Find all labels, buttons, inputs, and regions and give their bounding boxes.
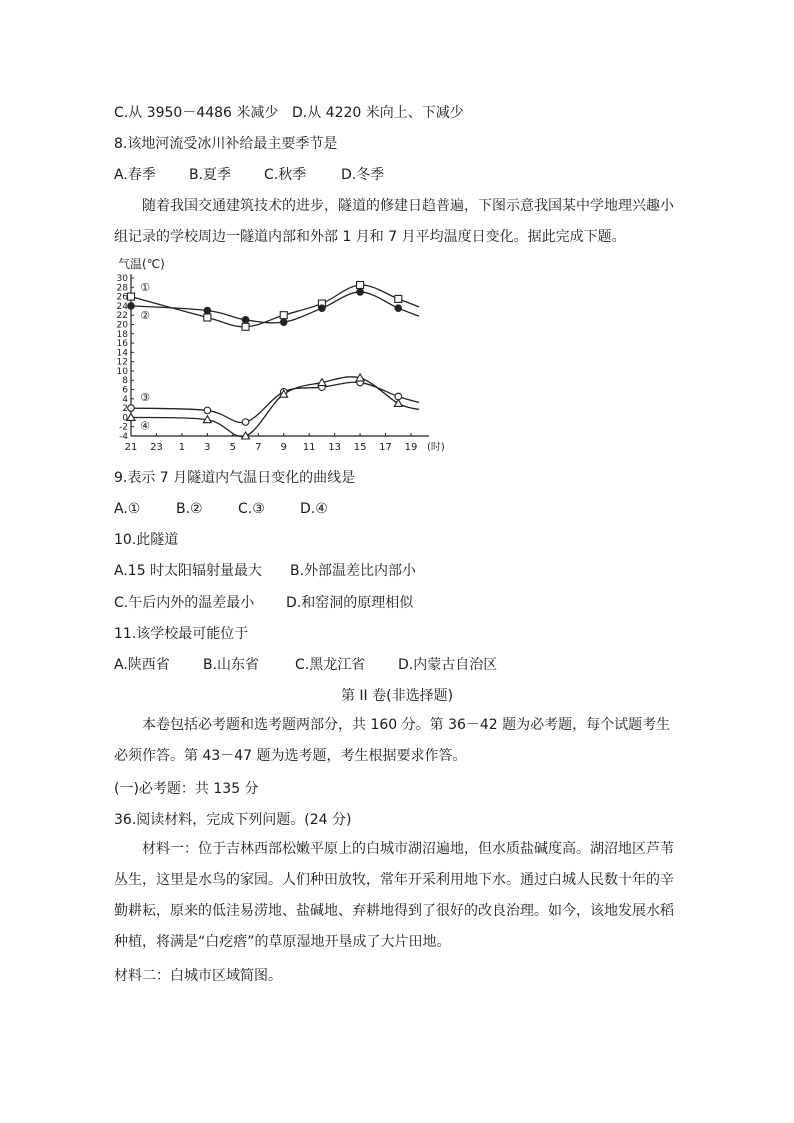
y-tick-label: 18 — [116, 329, 128, 340]
q8-option-b: B.夏季 — [189, 167, 232, 183]
q11-stem: 11.该学校最可能位于 — [114, 626, 249, 642]
x-tick-label: 9 — [280, 442, 287, 453]
x-tick-label: 11 — [302, 442, 316, 453]
x-tick-label: 13 — [328, 442, 342, 453]
data-point-filled-circle — [128, 303, 135, 310]
data-point-filled-circle — [204, 307, 211, 314]
x-axis-unit: (时) — [427, 442, 445, 453]
x-tick-label: 19 — [404, 442, 418, 453]
data-point-square — [128, 293, 135, 300]
y-tick-label: 2 — [122, 404, 128, 415]
x-tick-label: 7 — [255, 442, 262, 453]
x-tick-label: 21 — [124, 442, 138, 453]
q36-stem: 36.阅读材料，完成下列问题。(24 分) — [114, 812, 352, 828]
chart-series-labels — [140, 281, 151, 432]
x-tick-label: 5 — [229, 442, 237, 453]
data-point-square — [357, 281, 364, 288]
series-label: ③ — [140, 391, 150, 405]
q10-option-c: C.午后内外的温差最小 — [114, 595, 255, 611]
section2-description: 本卷包括必考题和选考题两部分，共 160 分。第 36－42 题为必考题，每个试题考生必须作答。第 43－47 题为选考题，考生根据要求作答。 — [114, 717, 671, 764]
y-tick-label: -4 — [119, 432, 128, 442]
data-point-square — [395, 295, 402, 302]
q11-option-b: B.山东省 — [203, 657, 260, 673]
y-tick-label: 24 — [116, 301, 128, 312]
q10-option-d: D.和窑洞的原理相似 — [286, 595, 414, 611]
q8-option-d: D.冬季 — [341, 167, 385, 183]
series-line-4 — [131, 377, 419, 437]
data-point-open-circle — [204, 407, 211, 414]
data-point-filled-circle — [357, 289, 364, 296]
q10-stem: 10.此隧道 — [114, 532, 179, 548]
data-point-triangle — [394, 399, 402, 406]
q10-option-b: B.外部温差比内部小 — [290, 563, 417, 579]
chart-series-lines — [131, 285, 419, 437]
data-point-filled-circle — [395, 305, 402, 312]
series-label: ④ — [140, 419, 150, 433]
y-tick-label: 8 — [122, 376, 128, 387]
section2-title: 第 II 卷(非选择题) — [340, 688, 454, 704]
q9-stem: 9.表示 7 月隧道内气温日变化的曲线是 — [114, 470, 356, 486]
x-tick-label: 17 — [379, 442, 392, 453]
q9-option-a: A.① — [114, 501, 141, 517]
q36-material-2: 材料二：白城市区域简图。 — [114, 968, 282, 984]
q11-option-a: A.陕西省 — [114, 657, 170, 673]
y-tick-label: 4 — [122, 394, 128, 405]
data-point-filled-circle — [280, 319, 287, 326]
x-tick-label: 1 — [178, 442, 186, 453]
q10-option-a: A.15 时太阳辐射量最大 — [114, 563, 263, 579]
y-tick-label: 30 — [116, 274, 128, 284]
series-label: ② — [140, 308, 150, 322]
temperature-chart — [112, 254, 457, 456]
series-line-1 — [131, 285, 419, 327]
chart-axes — [131, 274, 429, 436]
q11-option-c: C.黑龙江省 — [295, 657, 366, 673]
y-tick-label: -2 — [119, 422, 128, 433]
data-point-square — [280, 312, 287, 319]
q9-option-d: D.④ — [300, 501, 328, 517]
q7-option-d: D.从 4220 米向上、下减少 — [292, 105, 464, 121]
y-tick-label: 28 — [116, 283, 128, 294]
q11-option-d: D.内蒙古自治区 — [398, 657, 498, 673]
data-point-open-circle — [128, 405, 135, 412]
chart-ylabel: 气温(℃) — [118, 257, 165, 271]
chart-series-markers — [127, 281, 402, 439]
y-tick-label: 16 — [116, 339, 128, 350]
q8-option-c: C.秋季 — [264, 167, 307, 183]
data-point-open-circle — [242, 419, 249, 426]
q8-stem: 8.该地河流受冰川补给最主要季节是 — [114, 136, 338, 152]
y-tick-label: 20 — [116, 320, 128, 331]
y-tick-label: 10 — [116, 366, 128, 377]
y-tick-label: 22 — [116, 311, 128, 322]
y-tick-label: 14 — [116, 348, 128, 359]
y-tick-label: 0 — [122, 413, 128, 424]
x-tick-label: 15 — [353, 442, 367, 453]
q7-option-c: C.从 3950－4486 米减少 — [114, 105, 279, 121]
x-tick-label: 23 — [150, 442, 163, 453]
q9-option-b: B.② — [176, 501, 203, 517]
data-point-square — [204, 314, 211, 321]
x-tick-label: 3 — [204, 442, 211, 453]
data-point-filled-circle — [319, 305, 326, 312]
q36-material-1: 材料一：位于吉林西部松嫩平原上的白城市湖沼遍地，但水质盐碱度高。湖沼地区芦苇丛生，这里是水鸟的家园。人们种田放牧，常年开采利用地下水。通过白城人民数十年的辛勤耕耘，原来的低洼易涝地、盐碱地、弃耕地得到了很好的改良治理。如今，该地发展水稻种植，将满是“白疙瘩”的草原湿地开垦成了大片田地。 — [114, 841, 674, 950]
data-point-square — [242, 323, 249, 330]
data-point-filled-circle — [242, 317, 249, 324]
intro-paragraph: 随着我国交通建筑技术的进步，隧道的修建日趋普遍，下图示意我国某中学地理兴趣小组记录的学校周边一隧道内部和外部 1 月和 7 月平均温度日变化。据此完成下题。 — [114, 198, 674, 245]
y-tick-label: 26 — [116, 292, 128, 303]
q9-option-c: C.③ — [238, 501, 265, 517]
y-tick-label: 6 — [122, 385, 128, 396]
q8-option-a: A.春季 — [114, 167, 156, 183]
required-section-heading: (一)必考题：共 135 分 — [114, 781, 259, 797]
y-tick-label: 12 — [116, 357, 128, 368]
series-label: ① — [140, 281, 150, 295]
